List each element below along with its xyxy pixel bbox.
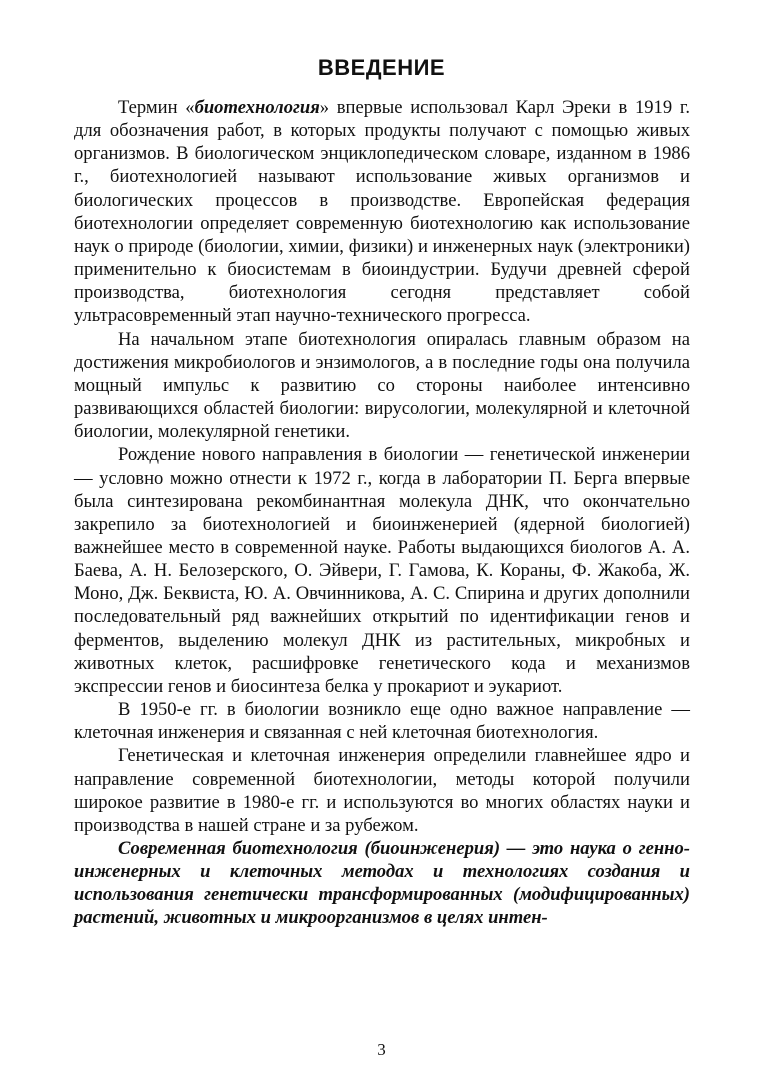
page-title: ВВЕДЕНИЕ — [317, 55, 446, 80]
page-number: 3 — [377, 1040, 386, 1059]
definition-paragraph: Современная биотехнология (биоинженерия) — это наука о генно-инженерных и клеточных методах и технологиях создания и использования генетически трансформированных (модифицированных) растений, животных и микроорганизмов в целях интен- — [74, 838, 690, 929]
paragraph-5: Генетическая и клеточная инженерия определили главнейшее ядро и направление современной биотехнологии, методы которой получили широкое развитие в 1980-е гг. и используются во многих областях науки и производства в нашей стране и за рубежом. — [74, 745, 690, 836]
paragraph-4: В 1950-е гг. в биологии возникло еще одно важное направление — клеточная инженерия и связанная с ней клеточная биотехнология. — [74, 699, 690, 744]
term-biotechnology: биотехнология — [194, 97, 320, 118]
paragraph-2: На начальном этапе биотехнология опиралась главным образом на достижения микробиологов и энзимологов, а в последние годы она получила мощный импульс к развитию со стороны наиболее интенсивно развивающихся областей биологии: вирусологии, молекулярной и клеточной биологии, молекулярной генетики. — [74, 328, 690, 443]
paragraph-1-text: » впервые использовал Карл Эреки в 1919 г. для обозначения работ, в которых продукты получают с помощью живых организмов. В биологическом энциклопедическом словаре, изданном в 1986 г., биотехнологией называют использование живых организмов и биологических процессов в производстве. Европейская федерация биотехнологии определяет современную биотехнологию как использование наук о природе (биологии, химии, физики) и инженерных наук (электроники) применительно к биосистемам в биоиндустрии. Будучи древней сферой производства, биотехнология сегодня представляет собой ультрасовременный этап научно-технического прогресса. — [74, 97, 691, 327]
body-text — [74, 96, 690, 930]
paragraph-1 — [74, 96, 690, 328]
paragraph-1-lead: Термин « — [118, 97, 195, 118]
paragraph-3: Рождение нового направления в биологии — генетической инженерии — условно можно отнести к 1972 г., когда в лаборатории П. Берга впервые была синтезирована рекомбинантная молекула ДНК, что окончательно закрепило за биотехнологией и биоинженерией (ядерной биологией) важнейшее место в современной науке. Работы выдающихся биологов А. А. Баева, А. Н. Белозерского, О. Эйвери, Г. Гамова, К. Кораны, Ф. Жакоба, Ж. Моно, Дж. Беквиста, Ю. А. Овчинникова, А. С. Спирина и других дополнили последовательный ряд важнейших открытий по идентификации генов и ферментов, выделению молекул ДНК из растительных, микробных и животных клеток, расшифровке генетического кода и механизмов экспрессии генов и биосинтеза белка у прокариот и эукариот. — [74, 444, 690, 697]
